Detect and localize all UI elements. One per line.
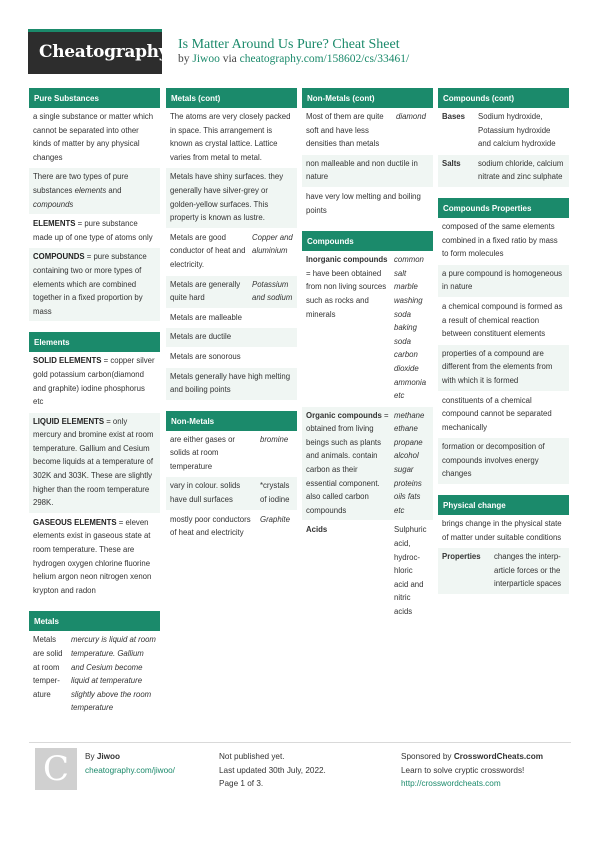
table-row: Metals are good conductor of heat and electricity. Copper and aluminium (166, 229, 297, 276)
table-row: Bases Sodium hydroxide, Potassium hydroxide and calcium hydroxide (438, 108, 569, 155)
list-item: brings change in the physical state of matter under suitable conditions (438, 515, 569, 548)
section-metals-cont (166, 88, 297, 401)
section-physical-change (438, 495, 569, 595)
section-title: Metals (29, 611, 160, 631)
list-item: Metals are malleable (166, 309, 297, 329)
list-item: Metals are ductile (166, 328, 297, 348)
list-item: non malleable and non ductile in nature (302, 155, 433, 188)
section-title: Compounds (cont) (438, 88, 569, 108)
table-row: Metals are solid at room temperature mercury is liquid at room temperature. Gallium and Cesium become liquid at temperature slightly above the room temperature (29, 631, 160, 719)
list-item: composed of the same elements combined in a fixed ratio by mass to form molecules (438, 218, 569, 265)
author-link[interactable]: Jiwoo (192, 53, 220, 65)
list-item: Metals have shiny surfaces. they generally have silver-grey or golden-yellow surfaces. This property is known as lustre. (166, 168, 297, 228)
column-3 (302, 88, 433, 633)
list-item: a single substance or matter which cannot be separated into other kinds of matter by any physical changes (29, 108, 160, 168)
list-item: Metals generally have high melting and boiling points (166, 368, 297, 401)
section-pure-substances (29, 88, 160, 322)
footer-author: By Jiwoo cheatography.com/jiwoo/ (85, 752, 175, 775)
list-item: LIQUID ELEMENTS = only mercury and bromine exist at room temperature. Gallium and Cesium become liquids at a temperature of 302K and 303K. These are slightly higher than the room temperature 298K. (29, 413, 160, 514)
cheatography-logo[interactable]: Cheatography (28, 29, 162, 74)
sheet-url-link[interactable]: cheatography.com/158602/cs/33461/ (239, 53, 410, 65)
section-compounds (302, 231, 433, 622)
table-row: Acids Sulphuric acid, hydrochloric acid and nitric acids (302, 521, 433, 622)
table-row: Metals are generally quite hard Potassium and sodium (166, 276, 297, 309)
list-item: properties of a compound are different from the elements from with which it is formed (438, 345, 569, 392)
footer-divider (29, 742, 571, 743)
table-row: are either gases or solids at room temperature bromine (166, 431, 297, 478)
list-item: Metals are sonorous (166, 348, 297, 368)
column-1 (29, 88, 160, 729)
table-row: vary in colour. solids have dull surfaces *crystals of iodine (166, 477, 297, 510)
list-item: SOLID ELEMENTS = copper silver gold potassium carbon(diamond and graphite) iodine phosphorus etc (29, 352, 160, 412)
table-row: Organic compounds = obtained from living beings such as plants and animals. contain carbon as their essential component. also called carbon compounds methane ethane propane alcohol sugar proteins oils fats etc (302, 407, 433, 522)
page-title: Is Matter Around Us Pure? Cheat Sheet (178, 37, 400, 52)
author-profile-link[interactable]: cheatography.com/jiwoo/ (85, 765, 175, 775)
footer-publish-info: Not published yet. Last updated 30th July, 2022. Page 1 of 3. (219, 752, 326, 788)
section-non-metals (166, 411, 297, 544)
byline: by Jiwoo via cheatography.com/158602/cs/33461/ (178, 53, 410, 65)
cheatography-c-logo-icon: C (35, 748, 77, 790)
list-item: GASEOUS ELEMENTS = eleven elements exist in gaseous state at room temperature. These are hydrogen oxygen chlorine fluorine helium argon neon nitrogen xenon krypton and radon (29, 514, 160, 602)
section-elements (29, 332, 160, 601)
section-title: Metals (cont) (166, 88, 297, 108)
list-item: The atoms are very closely packed in space. This arrangement is known as crystal lattice. Lattice varies from metal to metal. (166, 108, 297, 168)
column-2 (166, 88, 297, 554)
section-metals (29, 611, 160, 719)
section-title: Pure Substances (29, 88, 160, 108)
section-compounds-properties (438, 198, 569, 485)
list-item: ELEMENTS = pure substance made up of one type of atoms only (29, 215, 160, 248)
table-row: Salts sodium chloride, calcium nitrate and zinc sulphate (438, 155, 569, 188)
list-item: a chemical compound is formed as a result of chemical reaction between constituent elements (438, 298, 569, 345)
section-title: Elements (29, 332, 160, 352)
section-title: Physical change (438, 495, 569, 515)
section-title: Compounds (302, 231, 433, 251)
list-item: a pure compound is homogeneous in nature (438, 265, 569, 298)
table-row: mostly poor conductors of heat and electricity Graphite (166, 511, 297, 544)
table-row: Properties changes the interparticle forces or the interparticle spaces (438, 548, 569, 595)
list-item: COMPOUNDS = pure substance containing two or more types of elements which are combined together in a fixed proportion by mass (29, 248, 160, 322)
list-item: have very low melting and boiling points (302, 188, 433, 221)
section-compounds-cont (438, 88, 569, 188)
list-item: formation or decomposition of compounds involves energy changes (438, 438, 569, 485)
table-row: Most of them are quite soft and have less densities than metals diamond (302, 108, 433, 155)
list-item: There are two types of pure substances elements and compounds (29, 168, 160, 215)
section-title: Compounds Properties (438, 198, 569, 218)
column-4 (438, 88, 569, 605)
section-title: Non-Metals (166, 411, 297, 431)
table-row: Inorganic compounds = have been obtained from non living sources such as rocks and minerals common salt marble washing soda baking soda carbon dioxide ammonia etc (302, 251, 433, 407)
section-title: Non-Metals (cont) (302, 88, 433, 108)
sponsor-link[interactable]: http://crosswordcheats.com (401, 779, 501, 788)
section-non-metals-cont (302, 88, 433, 221)
list-item: constituents of a chemical compound cannot be separated mechanically (438, 392, 569, 439)
footer-sponsor: Sponsored by CrosswordCheats.com Learn to solve cryptic crosswords! http://crosswordcheats.com (401, 752, 543, 788)
